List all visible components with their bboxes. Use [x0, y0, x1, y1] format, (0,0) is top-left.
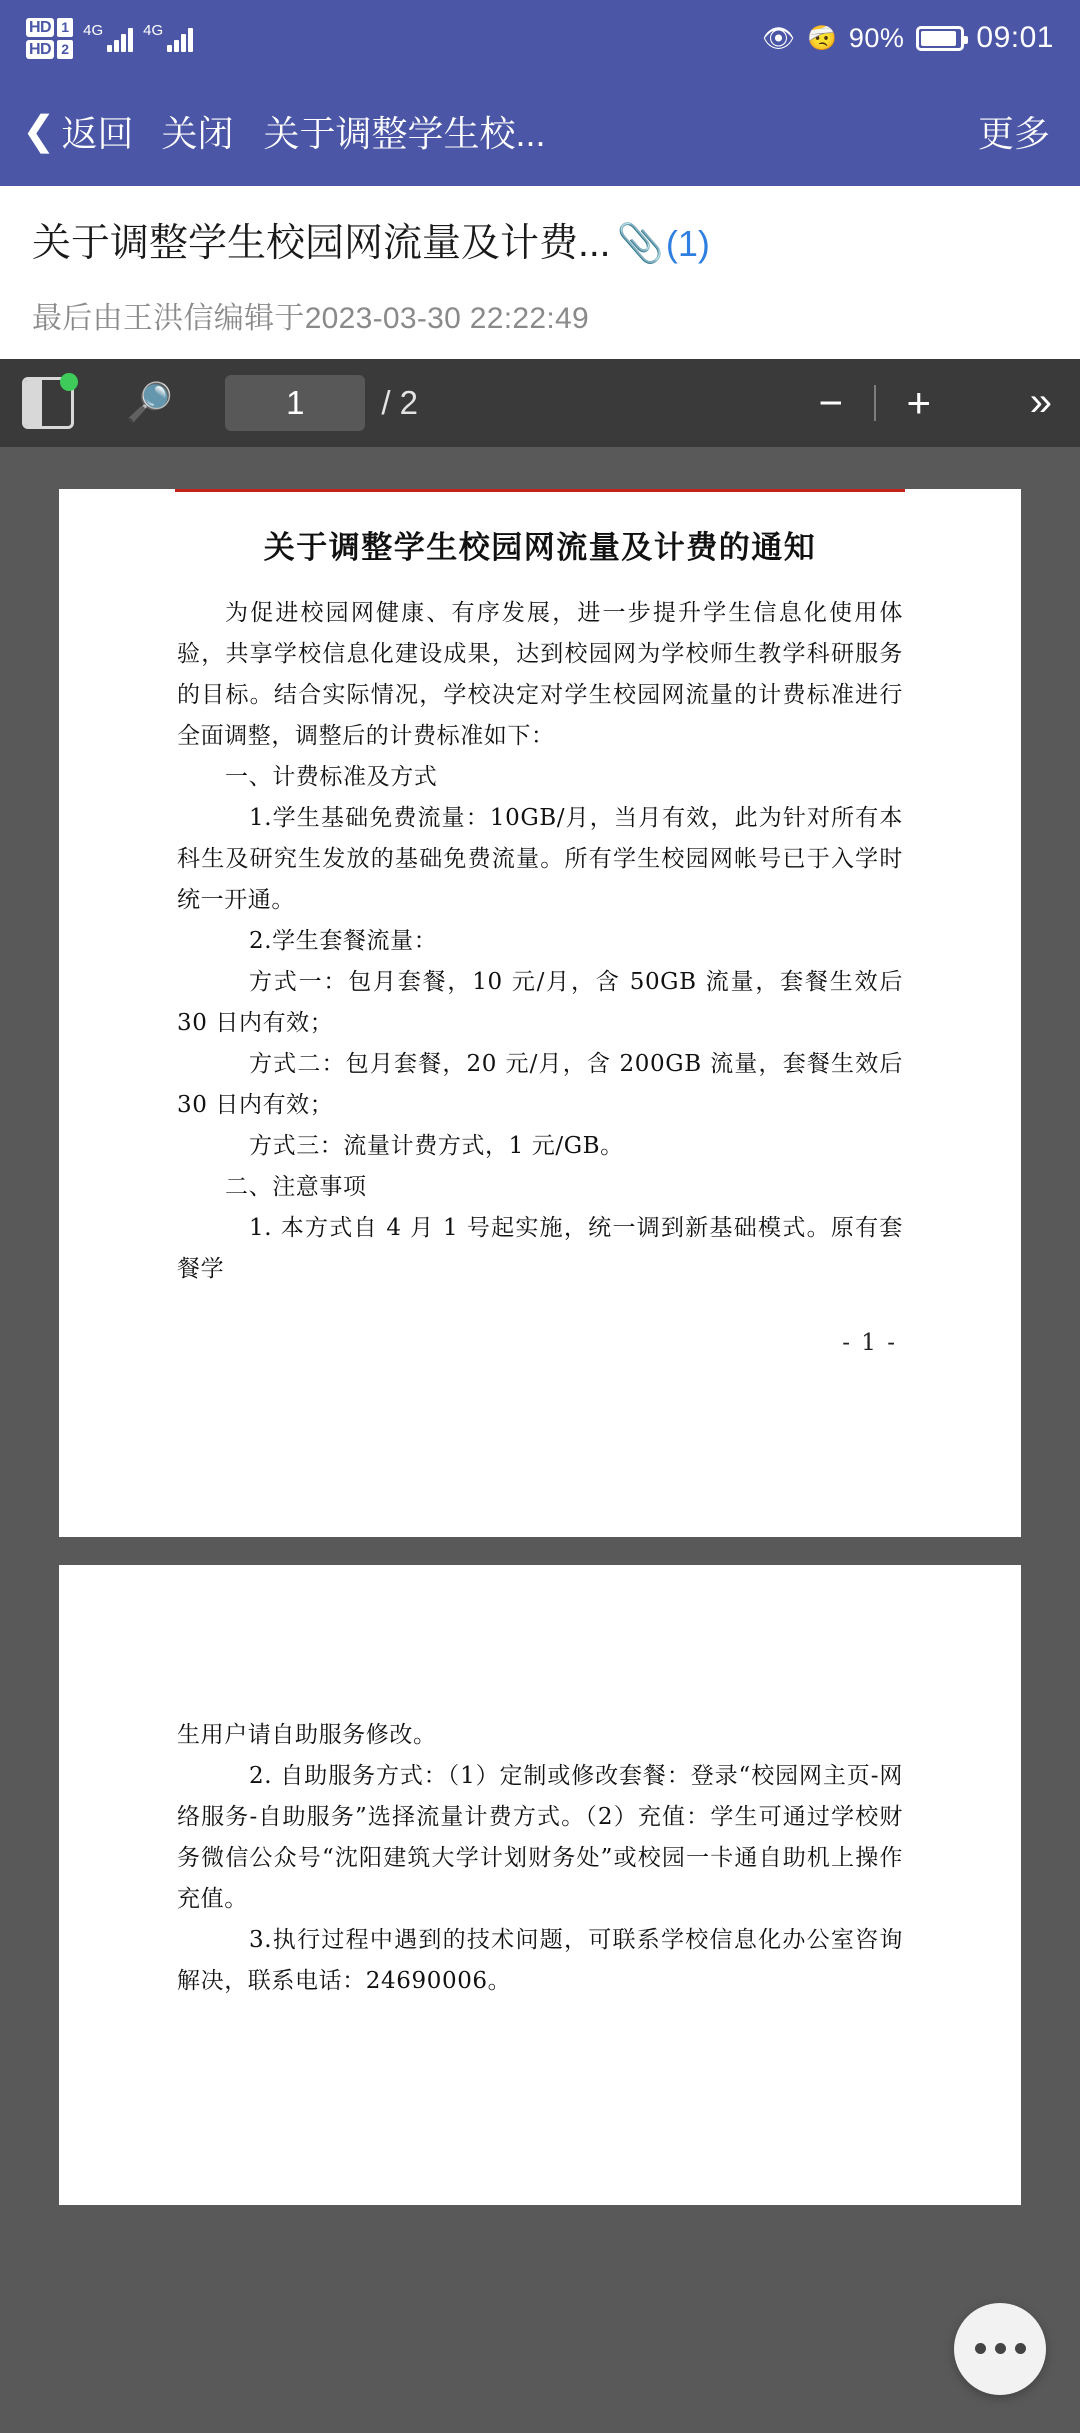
pdf-heading: 关于调整学生校园网流量及计费的通知 [263, 529, 817, 566]
sim1-number: 1 [57, 18, 73, 37]
pdf-page-footer: - 1 - [842, 1329, 897, 1356]
pdf-paragraph: 方式二：包月套餐，20 元/月，含 200GB 流量，套餐生效后 30 日内有效； [177, 1050, 903, 1118]
sim2-number: 2 [57, 40, 73, 59]
more-options-floating-button[interactable] [954, 2303, 1046, 2395]
pdf-paragraph: 方式一：包月套餐，10 元/月，含 50GB 流量，套餐生效后 30 日内有效； [177, 968, 903, 1036]
sim2-network-type: 4G [143, 22, 164, 39]
back-button[interactable]: 返回 [61, 112, 134, 154]
pdf-paragraph: 1.学生基础免费流量：10GB/月，当月有效，此为针对所有本科生及研究生发放的基础免费流量。所有学生校园网帐号已于入学时统一开通。 [177, 804, 903, 913]
sim1-network-type: 4G [83, 22, 104, 39]
expand-toolbar-icon[interactable]: » [1029, 380, 1052, 425]
sim2-hd-label: HD [26, 40, 54, 59]
zoom-out-button[interactable]: − [818, 378, 844, 426]
pdf-paragraph: 方式三：流量计费方式，1 元/GB。 [249, 1132, 624, 1159]
pdf-paragraph: 1. 本方式自 4 月 1 号起实施，统一调到新基础模式。原有套餐学 [177, 1214, 903, 1282]
sidebar-thumbnail-icon[interactable] [22, 377, 74, 429]
pdf-paragraph: 为促进校园网健康、有序发展，进一步提升学生信息化使用体验，共享学校信息化建设成果，达到校园网为学校师生教学科研服务的目标。结合实际情况，学校决定对学生校园网流量的计费标准进行全面调整，调整后的计费标准如下： [177, 599, 903, 749]
sim1-signal-bars-icon [107, 26, 133, 52]
pdf-page-1 [59, 489, 1021, 1537]
attachment-indicator[interactable] [617, 222, 710, 266]
dot-icon [1015, 2343, 1026, 2354]
pdf-toolbar [0, 359, 1080, 447]
bluetooth-icon: 🤕 [806, 24, 837, 52]
status-bar-right [762, 21, 1054, 55]
battery-icon [916, 26, 964, 51]
battery-percent: 90% [848, 22, 905, 53]
pdf-page-1-body [59, 522, 1021, 1356]
new-badge-dot [60, 373, 78, 391]
more-button[interactable]: 更多 [977, 112, 1050, 154]
page-total-label: / 2 [381, 383, 419, 421]
page-number-input[interactable]: 1 [225, 375, 365, 431]
document-title-row [32, 220, 1048, 269]
sim2-signal-bars-icon [167, 26, 193, 52]
dot-icon [975, 2343, 986, 2354]
document-meta: 最后由王洪信编辑于2023-03-30 22:22:49 [32, 301, 589, 335]
pdf-paragraph: 2.学生套餐流量： [249, 927, 438, 954]
zoom-controls [798, 378, 952, 426]
pdf-paragraph: 2. 自助服务方式：（1）定制或修改套餐：登录“校园网主页-网络服务-自助服务”选择流量计费方式。（2）充值：学生可通过学校财务微信公众号“沈阳建筑大学计划财务处”或校园一卡通自助机上操作充值。 [177, 1762, 903, 1912]
pdf-paragraph: 3.执行过程中遇到的技术问题，可联系学校信息化办公室咨询解决，联系电话：24690006。 [177, 1926, 903, 1994]
sim1-signal [83, 24, 133, 52]
document-header [0, 186, 1080, 359]
status-clock: 09:01 [976, 21, 1054, 54]
document-title: 关于调整学生校园网流量及计费... [32, 222, 611, 265]
pdf-viewport[interactable] [0, 447, 1080, 2433]
paperclip-icon: 📎 [616, 223, 664, 265]
pdf-page-2-body [59, 1565, 1021, 2002]
dot-icon [995, 2343, 1006, 2354]
search-icon[interactable]: 🔍 [126, 381, 174, 424]
back-chevron-icon[interactable]: ❮ [22, 109, 56, 153]
eye-comfort-icon: 👁 [761, 22, 795, 53]
pdf-paragraph: 一、计费标准及方式 [225, 763, 438, 790]
zoom-divider [874, 385, 876, 421]
header-rule [175, 489, 905, 492]
pdf-page-2 [59, 1565, 1021, 2205]
zoom-in-button[interactable]: + [906, 378, 932, 426]
sim2-signal [143, 24, 193, 52]
app-bar-title: 关于调整学生校... [263, 112, 546, 154]
sim1-hd-badge [26, 18, 73, 37]
pdf-paragraph: 生用户请自助服务修改。 [177, 1721, 437, 1748]
sim2-hd-badge [26, 40, 73, 59]
attachment-count: (1) [665, 223, 710, 264]
close-button[interactable]: 关闭 [161, 112, 234, 154]
volte-indicators [26, 18, 73, 59]
status-bar [0, 0, 1080, 76]
pdf-paragraph: 二、注意事项 [225, 1173, 367, 1200]
app-bar-left-group [22, 106, 546, 157]
status-bar-left [26, 18, 193, 59]
sim1-hd-label: HD [26, 18, 54, 37]
app-title-bar [0, 76, 1080, 186]
